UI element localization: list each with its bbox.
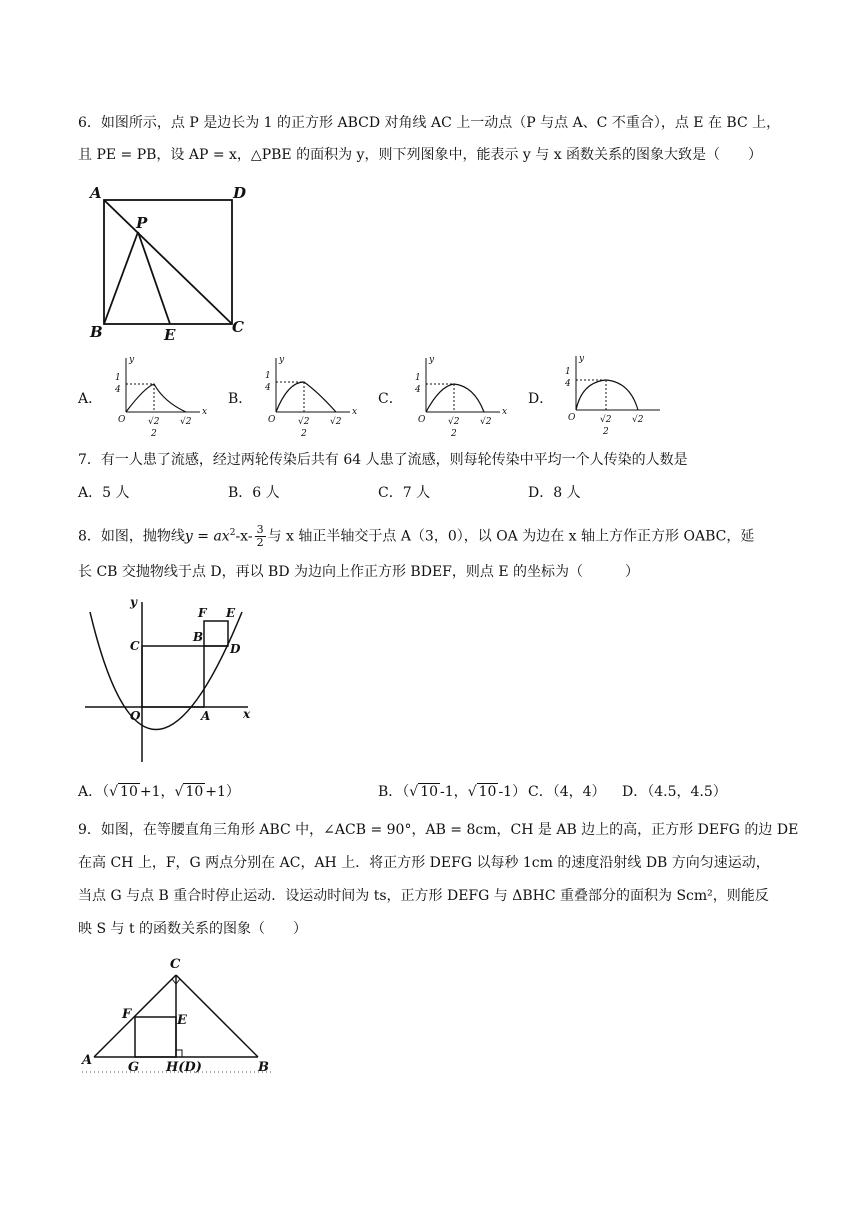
q6-graph-B-r2hd: 2: [301, 429, 307, 439]
q8-optB-r2: 10: [478, 784, 497, 800]
q8-label-E: E: [226, 606, 236, 620]
q6-graph-B-r2hn: √2: [298, 417, 310, 427]
q6-graph-A: [108, 352, 208, 440]
q6-square-figure: [80, 180, 260, 345]
q9-line-2: 在高 CH 上，F，G 两点分别在 AC，AH 上．将正方形 DEFG 以每秒 1cm 的速度沿射线 DB 方向匀速运动，: [78, 855, 770, 871]
q6-graph-D-qn: 1: [565, 367, 571, 377]
q6-option-B-label: B．: [228, 391, 253, 407]
q6-label-P: P: [136, 214, 148, 232]
q6-label-D: D: [233, 184, 247, 202]
q6-graph-A-r2: √2: [180, 417, 192, 427]
q9-label-F: F: [122, 1007, 132, 1022]
q8-optA-end: +1）: [205, 784, 240, 800]
q7-option-D: D．8 人: [528, 485, 581, 501]
q6-graph-A-o: O: [118, 415, 126, 425]
q6-graph-D: [558, 352, 668, 440]
q7-stem: 7．有一人患了流感，经过两轮传染后共有 64 人患了流感，则每轮传染中平均一个人传染的人数是: [78, 452, 688, 468]
q8-option-B: B．（√ 10 -1，√ 10 -1）: [378, 784, 527, 800]
q8-frac-num: 3: [256, 523, 264, 537]
q6-graph-D-o: O: [568, 413, 576, 423]
q8-option-C: C．（4，4）: [528, 784, 606, 800]
q6-graph-A-qn: 1: [115, 373, 121, 383]
q8-optA-mid: +1，: [139, 784, 175, 800]
q6-graph-C: [408, 352, 508, 440]
q6-graph-C-qd: 4: [415, 385, 421, 395]
q8-option-A: A．（√ 10 +1，√ 10 +1）: [78, 784, 240, 800]
q9-line-3: 当点 G 与点 B 重合时停止运动．设运动时间为 ts，正方形 DEFG 与 ΔBHC 重叠部分的面积为 Scm²，则能反: [78, 888, 769, 904]
q8-optB-end: -1）: [498, 784, 527, 800]
q8-label-y: y: [130, 595, 137, 609]
q6-graph-C-r2hn: √2: [448, 417, 460, 427]
q6-line-1: 6．如图所示，点 P 是边长为 1 的正方形 ABCD 对角线 AC 上一动点（P 与点 A、C 不重合），点 E 在 BC 上，: [78, 115, 781, 131]
q6-label-E: E: [164, 326, 176, 344]
q8-optB-label: B．（: [378, 784, 410, 800]
q6-label-C: C: [232, 318, 244, 336]
q8-eq-mid: -x-: [235, 528, 253, 545]
q8-optA-r1: 10: [120, 784, 138, 800]
q8-eq-sup: 2: [229, 528, 236, 538]
q6-graph-B: [258, 352, 358, 440]
q8-line-1-b: 与 x 轴正半轴交于点 A（3，0），以 OA 为边在 x 轴上方作正方形 OABC，延: [267, 528, 755, 545]
q8-optB-r1: 10: [420, 784, 439, 800]
q9-label-A: A: [82, 1053, 93, 1068]
q8-parabola-figure: [80, 592, 260, 767]
q8-line-1-a: 8．如图，抛物线: [78, 528, 185, 545]
q8-optA-r2: 10: [185, 784, 204, 800]
q8-optB-mid: -1，: [440, 784, 468, 800]
q9-label-H: H(D): [166, 1060, 202, 1075]
q8-line-1: [78, 523, 754, 549]
q6-graph-B-r2: √2: [330, 417, 342, 427]
q6-graph-D-r2hn: √2: [600, 415, 612, 425]
q6-graph-B-o: O: [268, 415, 276, 425]
q9-label-B: B: [258, 1060, 269, 1075]
q6-graph-A-r2hn: √2: [148, 417, 160, 427]
q9-triangle-figure: [78, 950, 288, 1080]
q6-graph-D-qd: 4: [565, 379, 571, 389]
q8-label-F: F: [198, 606, 207, 620]
q6-graph-B-qn: 1: [265, 371, 271, 381]
q8-label-O: O: [130, 709, 141, 723]
q6-graph-D-y: y: [579, 354, 585, 364]
q6-graph-B-qd: 4: [265, 383, 271, 393]
q6-graph-B-y: y: [279, 355, 285, 365]
q6-graph-D-r2: √2: [632, 415, 644, 425]
q6-graph-C-qn: 1: [415, 373, 421, 383]
q6-graph-C-x: x: [502, 407, 508, 417]
q6-graph-C-r2hd: 2: [451, 429, 457, 439]
q8-eq-pre: y = ax: [184, 528, 230, 545]
q7-option-C: C．7 人: [378, 485, 431, 501]
q8-label-D: D: [230, 642, 241, 656]
q6-graph-C-y: y: [429, 355, 435, 365]
q8-line-2: 长 CB 交抛物线于点 D，再以 BD 为边向上作正方形 BDEF，则点 E 的坐标为（ ）: [78, 564, 640, 580]
q6-label-B: B: [90, 323, 103, 341]
q8-optA-label: A．（: [78, 784, 110, 800]
q6-option-D-label: D．: [528, 391, 554, 407]
q6-graph-D-r2hd: 2: [603, 427, 609, 437]
q7-option-B: B．6 人: [228, 485, 280, 501]
q9-line-4: 映 S 与 t 的函数关系的图象（ ）: [78, 921, 308, 937]
q8-option-D: D．（4.5，4.5）: [622, 784, 727, 800]
q9-line-1: 9．如图，在等腰直角三角形 ABC 中，∠ACB = 90°，AB = 8cm，CH 是 AB 边上的高，正方形 DEFG 的边 DE: [78, 822, 799, 838]
q8-label-B: B: [193, 630, 204, 644]
q9-label-E: E: [177, 1013, 187, 1028]
q8-frac-den: 2: [256, 536, 264, 550]
q6-graph-B-x: x: [352, 407, 358, 417]
q8-eq-fraction: [255, 524, 266, 549]
q7-option-A: A．5 人: [78, 485, 130, 501]
q8-label-A: A: [201, 709, 211, 723]
q6-graph-A-x: x: [202, 407, 208, 417]
q8-label-x: x: [243, 707, 251, 721]
q6-option-A-label: A．: [78, 391, 103, 407]
q6-option-C-label: C．: [378, 391, 403, 407]
q6-graph-A-qd: 4: [115, 385, 121, 395]
q6-label-A: A: [90, 184, 102, 202]
q6-graph-A-r2hd: 2: [151, 429, 157, 439]
q9-label-C: C: [170, 957, 181, 972]
q6-graph-C-r2: √2: [480, 417, 492, 427]
q9-label-G: G: [128, 1060, 140, 1075]
q8-label-C: C: [130, 639, 140, 653]
q6-line-2: 且 PE = PB，设 AP = x，△PBE 的面积为 y，则下列图象中，能表示 y 与 x 函数关系的图象大致是（ ）: [78, 147, 763, 163]
q6-graph-C-o: O: [418, 415, 426, 425]
q6-graph-A-y: y: [129, 355, 135, 365]
